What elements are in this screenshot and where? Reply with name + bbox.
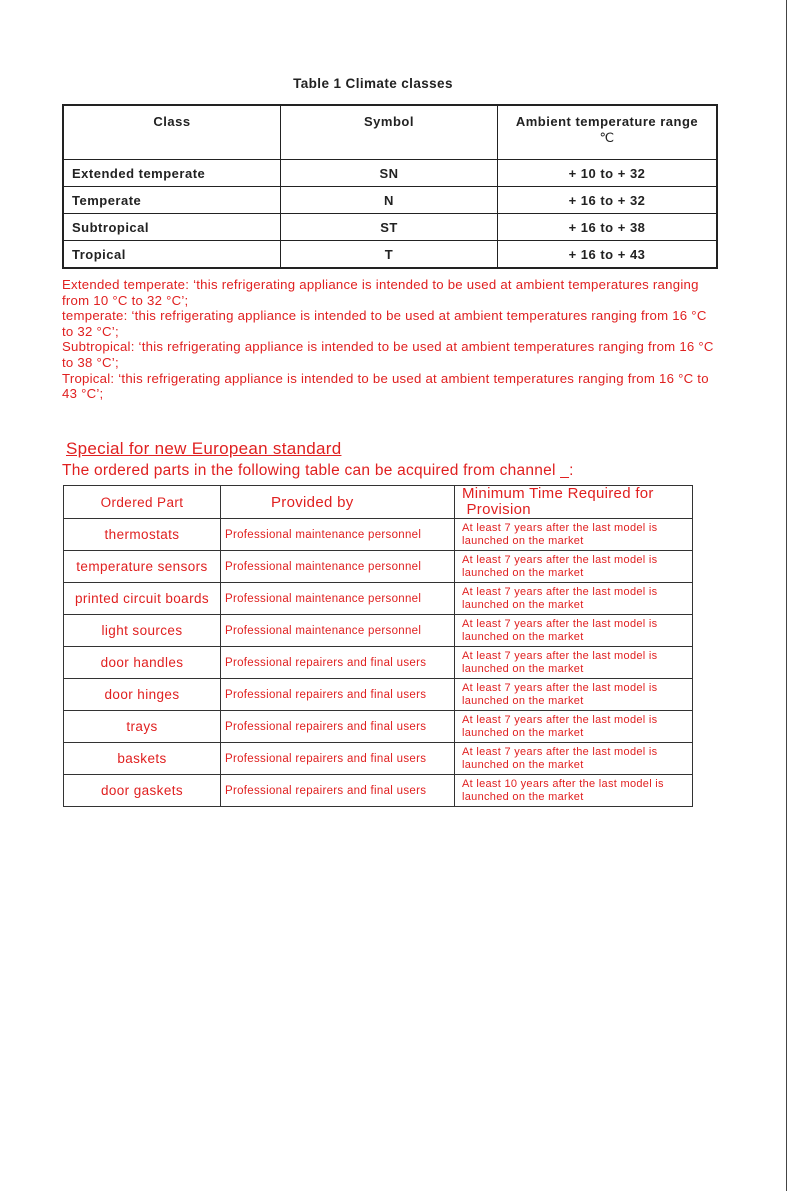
- table-header-row: [64, 486, 693, 519]
- part-cell: door gaskets: [64, 775, 221, 807]
- header-range: [498, 105, 718, 160]
- part-cell: printed circuit boards: [64, 583, 221, 615]
- ordered-parts-subtitle: The ordered parts in the following table can be acquired from channel _:: [62, 462, 574, 479]
- symbol-cell: SN: [281, 160, 498, 187]
- header-minimum-time: [455, 486, 693, 519]
- part-cell: thermostats: [64, 519, 221, 551]
- time-cell: [455, 647, 693, 679]
- header-class: Class: [63, 105, 281, 160]
- note-paragraph: temperate: ‘this refrigerating appliance is intended to be used at ambient temperatures ranging from 16 °C to 32 °C’;: [62, 308, 707, 339]
- symbol-cell: T: [281, 241, 498, 269]
- page-edge-rule: [786, 0, 787, 1191]
- provided-cell: Professional maintenance personnel: [221, 615, 455, 647]
- time-line1: At least 7 years after the last model is: [462, 649, 658, 662]
- time-cell: [455, 743, 693, 775]
- table-row: [64, 743, 693, 775]
- class-cell: Subtropical: [63, 214, 281, 241]
- header-range-unit: ℃: [599, 130, 615, 145]
- header-provided-by: Provided by: [221, 486, 455, 519]
- table-row: [64, 615, 693, 647]
- table-row: [64, 551, 693, 583]
- time-cell: [455, 711, 693, 743]
- time-line1: At least 7 years after the last model is: [462, 617, 658, 630]
- range-cell: + 16 to + 43: [498, 241, 718, 269]
- class-cell: Temperate: [63, 187, 281, 214]
- range-cell: + 16 to + 32: [498, 187, 718, 214]
- climate-table-title: Table 1 Climate classes: [293, 76, 453, 91]
- header-range-label: Ambient temperature range: [515, 114, 699, 129]
- time-line2: launched on the market: [462, 694, 584, 707]
- part-cell: trays: [64, 711, 221, 743]
- part-cell: door hinges: [64, 679, 221, 711]
- table-header-row: [63, 105, 717, 160]
- part-cell: temperature sensors: [64, 551, 221, 583]
- table-row: [64, 583, 693, 615]
- symbol-cell: N: [281, 187, 498, 214]
- time-line2: launched on the market: [462, 566, 584, 579]
- table-row: [63, 214, 717, 241]
- time-cell: [455, 583, 693, 615]
- provided-cell: Professional repairers and final users: [221, 647, 455, 679]
- table-row: [64, 775, 693, 807]
- time-cell: [455, 519, 693, 551]
- range-cell: + 16 to + 38: [498, 214, 718, 241]
- climate-classes-table: [62, 104, 718, 269]
- note-paragraph: Subtropical: ‘this refrigerating appliance is intended to be used at ambient temperatures ranging from 16 °C to 38 °C’;: [62, 339, 714, 370]
- provided-cell: Professional repairers and final users: [221, 711, 455, 743]
- part-cell: baskets: [64, 743, 221, 775]
- time-line2: launched on the market: [462, 726, 584, 739]
- table-row: [64, 647, 693, 679]
- time-line2: launched on the market: [462, 758, 584, 771]
- time-line2: launched on the market: [462, 630, 584, 643]
- table-row: [64, 711, 693, 743]
- header-symbol: Symbol: [281, 105, 498, 160]
- time-line2: launched on the market: [462, 534, 584, 547]
- header-time-line2: Provision: [462, 501, 531, 518]
- time-line1: At least 7 years after the last model is: [462, 713, 658, 726]
- symbol-cell: ST: [281, 214, 498, 241]
- provided-cell: Professional maintenance personnel: [221, 551, 455, 583]
- time-line1: At least 10 years after the last model is: [462, 777, 664, 790]
- provided-cell: Professional repairers and final users: [221, 679, 455, 711]
- table-row: [63, 241, 717, 269]
- ordered-parts-table: [63, 485, 693, 807]
- time-line1: At least 7 years after the last model is: [462, 585, 658, 598]
- time-line2: launched on the market: [462, 662, 584, 675]
- range-cell: + 10 to + 32: [498, 160, 718, 187]
- climate-notes: [62, 277, 722, 402]
- class-cell: Tropical: [63, 241, 281, 269]
- header-time-line1: Minimum Time Required for: [462, 485, 654, 502]
- special-standard-title: Special for new European standard: [66, 439, 342, 458]
- table-row: [63, 187, 717, 214]
- provided-cell: Professional repairers and final users: [221, 743, 455, 775]
- note-paragraph: Extended temperate: ‘this refrigerating appliance is intended to be used at ambient temperatures ranging from 10 °C to 32 °C’;: [62, 277, 699, 308]
- table-row: [64, 519, 693, 551]
- table-row: [63, 160, 717, 187]
- time-cell: [455, 679, 693, 711]
- time-cell: [455, 775, 693, 807]
- time-line1: At least 7 years after the last model is: [462, 681, 658, 694]
- time-line2: launched on the market: [462, 790, 584, 803]
- part-cell: door handles: [64, 647, 221, 679]
- table-row: [64, 679, 693, 711]
- class-cell: Extended temperate: [63, 160, 281, 187]
- time-line1: At least 7 years after the last model is: [462, 745, 658, 758]
- time-line1: At least 7 years after the last model is: [462, 521, 658, 534]
- provided-cell: Professional repairers and final users: [221, 775, 455, 807]
- time-cell: [455, 615, 693, 647]
- time-cell: [455, 551, 693, 583]
- time-line1: At least 7 years after the last model is: [462, 553, 658, 566]
- note-paragraph: Tropical: ‘this refrigerating appliance is intended to be used at ambient temperatures ranging from 16 °C to 43 °C’;: [62, 370, 709, 402]
- header-ordered-part: Ordered Part: [64, 486, 221, 519]
- provided-cell: Professional maintenance personnel: [221, 519, 455, 551]
- time-line2: launched on the market: [462, 598, 584, 611]
- part-cell: light sources: [64, 615, 221, 647]
- provided-cell: Professional maintenance personnel: [221, 583, 455, 615]
